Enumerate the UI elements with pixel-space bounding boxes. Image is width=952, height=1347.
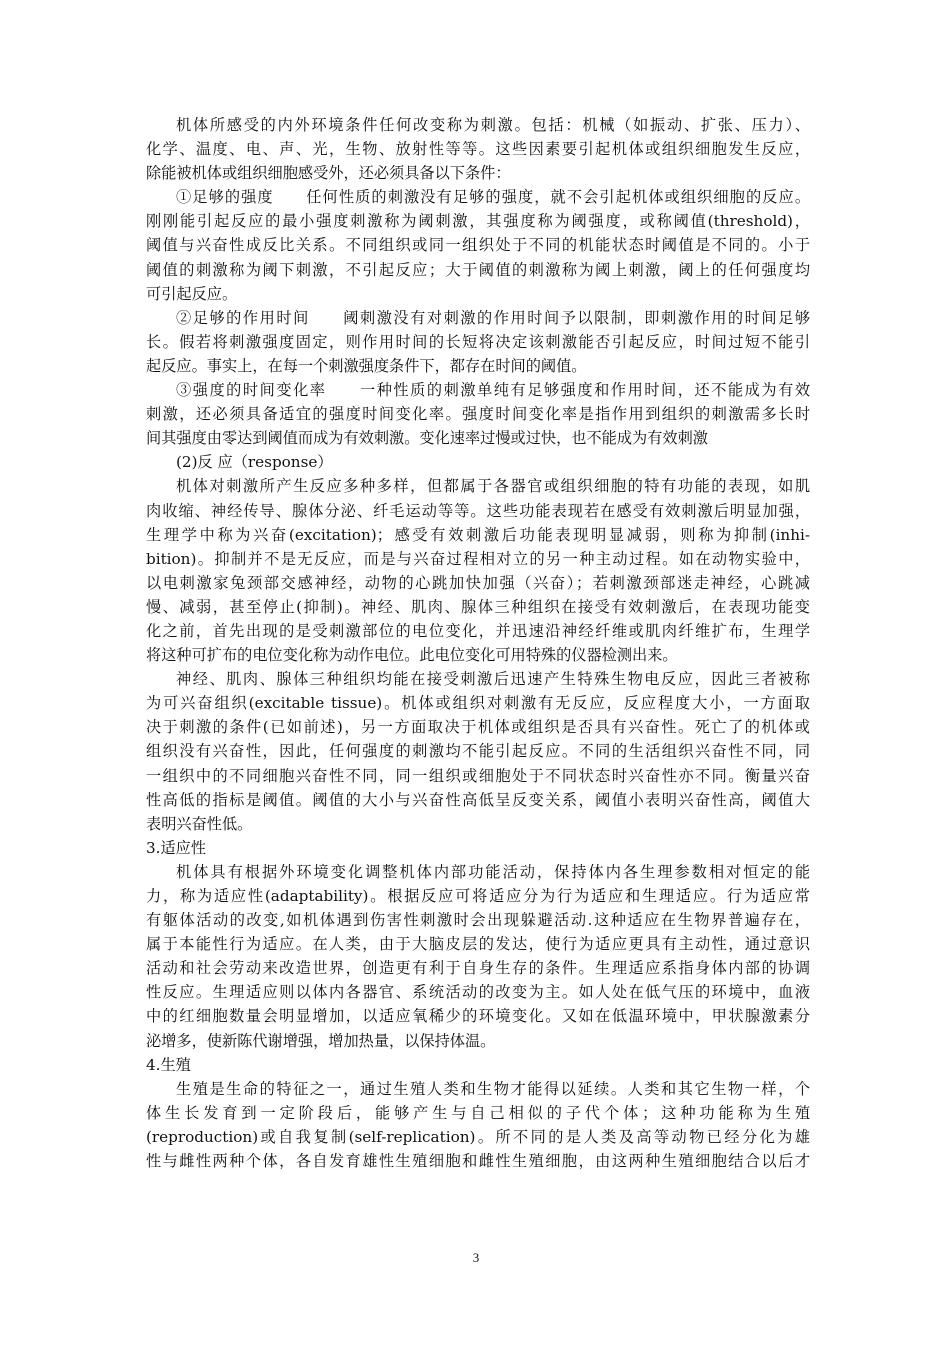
text-line: 有躯体活动的改变,如机体遇到伤害性刺激时会出现躲避活动.这种适应在生物界普遍存在， bbox=[146, 911, 810, 930]
text-line: 一组织中的不同细胞兴奋性不同，同一组织或细胞处于不同状态时兴奋性亦不同。衡量兴奋 bbox=[146, 766, 810, 785]
text-line: 将这种可扩布的电位变化称为动作电位。此电位变化可用特殊的仪器检测出来。 bbox=[146, 646, 678, 665]
text-line: 以电刺激家兔颈部交感神经，动物的心跳加快加强（兴奋）；若刺激颈部迷走神经，心跳减 bbox=[146, 573, 810, 592]
text-line: 慢、减弱，甚至停止(抑制)。神经、肌肉、腺体三种组织在接受有效刺激后，在表现功能变 bbox=[146, 597, 810, 616]
text-line: 性与雌性两种个体，各自发育雄性生殖细胞和雌性生殖细胞，由这两种生殖细胞结合以后才 bbox=[146, 1152, 810, 1171]
text-line: 间其强度由零达到阈值而成为有效刺激。变化速率过慢或过快，也不能成为有效刺激 bbox=[146, 429, 708, 448]
text-line: 体生长发育到一定阶段后，能够产生与自己相似的子代个体；这种功能称为生殖 bbox=[146, 1103, 810, 1122]
text-line: ②足够的作用时间 阈刺激没有对刺激的作用时间予以限制，即刺激作用的时间足够 bbox=[176, 308, 810, 327]
document-body bbox=[146, 113, 810, 1173]
text-line: 泌增多，使新陈代谢增强，增加热量，以保持体温。 bbox=[146, 1031, 496, 1050]
section-heading: (2)反 应（response） bbox=[176, 453, 333, 472]
text-line: 神经、肌肉、腺体三种组织均能在接受刺激后迅速产生特殊生物电反应，因此三者被称 bbox=[176, 670, 810, 689]
text-line: 活动和社会劳动来改造世界，创造更有利于自身生存的条件。生理适应系指身体内部的协调 bbox=[146, 959, 810, 978]
text-line: 刺激，还必须具备适宜的强度时间变化率。强度时间变化率是指作用到组织的刺激需多长时 bbox=[146, 405, 810, 424]
text-line: 机体具有根据外环境变化调整机体内部功能活动，保持体内各生理参数相对恒定的能 bbox=[176, 862, 810, 881]
text-line: 属于本能性行为适应。在人类，由于大脑皮层的发达，使行为适应更具有主动性，通过意识 bbox=[146, 935, 810, 954]
text-line: 中的红细胞数量会明显增加，以适应氧稀少的环境变化。又如在低温环境中，甲状腺激素分 bbox=[146, 1007, 810, 1026]
text-line: 生殖是生命的特征之一，通过生殖人类和生物才能得以延续。人类和其它生物一样，个 bbox=[176, 1079, 810, 1098]
text-line: 表明兴奋性低。 bbox=[146, 814, 253, 833]
text-line: 组织没有兴奋性，因此，任何强度的刺激均不能引起反应。不同的生活组织兴奋性不同，同 bbox=[146, 742, 810, 761]
text-line: 除能被机体或组织细胞感受外，还必须具备以下条件： bbox=[146, 164, 511, 183]
section-heading: 4.生殖 bbox=[146, 1055, 191, 1074]
text-line: (reproduction)或自我复制(self-replication)。所不同的是人类及高等动物已经分化为雄 bbox=[146, 1127, 810, 1146]
text-line: 化之前，首先出现的是受刺激部位的电位变化，并迅速沿神经纤维或肌肉纤维扩布，生理学 bbox=[146, 621, 810, 640]
text-line: ①足够的强度 任何性质的刺激没有足够的强度，就不会引起机体或组织细胞的反应。 bbox=[176, 188, 810, 207]
text-line: 性反应。生理适应则以体内各器官、系统活动的改变为主。如人处在低气压的环境中，血液 bbox=[146, 983, 810, 1002]
text-line: 起反应。事实上，在每一个刺激强度条件下，都存在时间的阈值。 bbox=[146, 356, 587, 375]
text-line: 阈值的刺激称为阈下刺激，不引起反应；大于阈值的刺激称为阈上刺激，阈上的任何强度均 bbox=[146, 260, 810, 279]
text-line: 力，称为适应性(adaptability)。根据反应可将适应分为行为适应和生理适应。行为适应常 bbox=[146, 887, 810, 905]
text-line: 机体所感受的内外环境条件任何改变称为刺激。包括：机械（如振动、扩张、压力）、 bbox=[176, 116, 810, 134]
text-line: 可引起反应。 bbox=[146, 284, 238, 303]
text-line: 机体对刺激所产生反应多种多样，但都属于各器官或组织细胞的特有功能的表现，如肌 bbox=[176, 477, 810, 496]
text-line: 性高低的指标是阈值。阈值的大小与兴奋性高低呈反变关系，阈值小表明兴奋性高，阈值大 bbox=[146, 790, 810, 809]
text-line: 生理学中称为兴奋(excitation)；感受有效刺激后功能表现明显减弱，则称为抑制(inhi- bbox=[146, 525, 810, 544]
page-number: 3 bbox=[472, 1250, 480, 1265]
text-line: 阈值与兴奋性成反比关系。不同组织或同一组织处于不同的机能状态时阈值是不同的。小于 bbox=[146, 236, 810, 255]
text-line: 肉收缩、神经传导、腺体分泌、纤毛运动等等。这些功能表现若在感受有效刺激后明显加强， bbox=[146, 501, 810, 520]
text-line: 刚刚能引起反应的最小强度刺激称为阈刺激，其强度称为阈强度，或称阈值(threshold)， bbox=[146, 212, 810, 231]
text-line: ③强度的时间变化率 一种性质的刺激单纯有足够强度和作用时间，还不能成为有效 bbox=[176, 381, 810, 400]
text-line: bition)。抑制并不是无反应，而是与兴奋过程相对立的另一种主动过程。如在动物实验中， bbox=[146, 549, 810, 568]
text-line: 决于刺激的条件(已如前述)，另一方面取决于机体或组织是否具有兴奋性。死亡了的机体或 bbox=[146, 718, 810, 737]
text-line: 长。假若将刺激强度固定，则作用时间的长短将决定该刺激能否引起反应，时间过短不能引 bbox=[146, 332, 810, 351]
section-heading: 3.适应性 bbox=[146, 838, 207, 857]
text-line: 为可兴奋组织(excitable tissue)。机体或组织对刺激有无反应，反应程度大小，一方面取 bbox=[146, 694, 810, 713]
text-line: 化学、温度、电、声、光，生物、放射性等等。这些因素要引起机体或组织细胞发生反应， bbox=[146, 140, 810, 159]
